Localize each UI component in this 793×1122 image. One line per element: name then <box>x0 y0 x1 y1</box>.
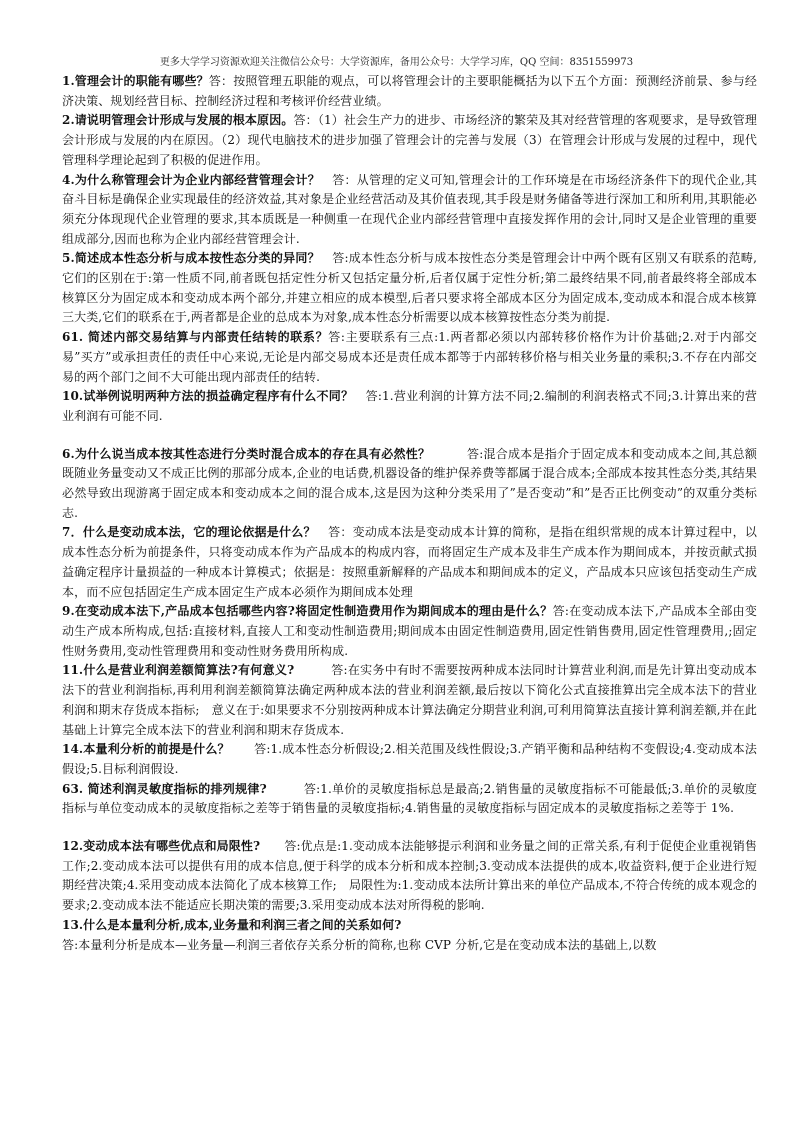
paragraph-gap <box>62 427 757 445</box>
qa-paragraph <box>62 111 757 170</box>
answer-text: 答:1.成本性态分析假设;2.相关范围及线性假设;3.产销平衡和品种结构不变假设;4.变动成本法假设;5.目标利润假设. <box>62 742 757 776</box>
qa-paragraph <box>62 171 757 250</box>
qa-paragraph <box>62 249 757 328</box>
answer-text: 答:混合成本是指介于固定成本和变动成本之间,其总额既随业务量变动又不成正比例的那部分成本,企业的电话费,机器设备的维护保养费等都属于混合成本;全部成本按其性态分类,其结果必然导致出现游离于固定成本和变动成本之间的混合成本,这是因为这种分类采用了”是否变动”和”是否正比例变动”的双重分类标志. <box>62 446 757 520</box>
document-body <box>62 72 757 955</box>
page-header: 更多大学学习资源欢迎关注微信公众号：大学资源库，备用公众号：大学学习库，QQ 空间：8351559973 <box>159 57 634 68</box>
answer-text: 答：从管理的定义可知,管理会计的工作环境是在市场经济条件下的现代企业,其奋斗目标是确保企业实现最佳的经济效益,其对象是企业经营活动及其价值表现,其手段是财务储备等进行深加工和所利用,其职能必须充分体现现代企业管理的要求,其本质既是一种侧重一在现代企业内部经营管理中直接发挥作用的会计,同时又是企业管理的重要组成部分,因而也称为企业内部经营管理会计. <box>62 172 757 246</box>
qa-paragraph <box>62 72 757 111</box>
question-text: 7．什么是变动成本法，它的理论依据是什么？ <box>62 525 316 540</box>
answer-text: 答:优点是:1.变动成本法能够提示利润和业务量之间的正常关系,有利于促使企业重视销售工作;2.变动成本法可以提供有用的成本信息,便于科学的成本分析和成本控制;3.变动成本法提供的成本,收益资料,便于企业进行短期经营决策;4.采用变动成本法简化了成本核算工作; 局限性为:1.变动成本法所计算出来的单位产品成本,不符合传统的成本观念的要求;2.变动成本法不能适应长期决策的需要;3.采用变动成本法对所得税的影响. <box>62 839 757 913</box>
question-text: 2.请说明管理会计形成与发展的根本原因。 <box>62 113 294 128</box>
qa-paragraph <box>62 602 757 661</box>
paragraph-gap <box>62 819 757 837</box>
qa-paragraph <box>62 837 757 916</box>
answer-text: 答:1.单价的灵敏度指标总是最高;2.销售量的灵敏度指标不可能最低;3.单价的灵敏度指标与单位变动成本的灵敏度指标之差等于销售量的灵敏度指标;4.销售量的灵敏度指标与固定成本的灵敏度指标之差等于 1%. <box>62 781 757 816</box>
question-text: 63. 简述利润灵敏度指标的排列规律? <box>62 781 267 796</box>
answer-text: 答:主要联系有三点:1.两者都必须以内部转移价格作为计价基础;2.对于内部交易”买方”或承担责任的责任中心来说,无论是内部交易成本还是责任成本都等于内部转移价格与相关业务量的乘积;3.不存在内部交易的两个部门之间不大可能出现内部责任的结转. <box>62 330 757 384</box>
answer-text: 答：变动成本法是变动成本计算的简称，是指在组织常规的成本计算过程中，以成本性态分析为前提条件，只将变动成本作为产品成本的构成内容，而将固定生产成本及非生产成本作为期间成本，并按贡献式损益确定程序计量损益的一种成本计算模式；依据是：按照重新解释的产品成本和期间成本的定义，产品成本只应该包括变动生产成本，而不应包括固定生产成本固定生产成本必须作为期间成本处理 <box>62 525 758 599</box>
qa-paragraph <box>62 445 757 524</box>
question-text: 11.什么是营业利润差额简算法?有何意义? <box>62 663 295 678</box>
answer-text: 答:本量利分析是成本—业务量—利润三者依存关系分析的简称,也称 CVP 分析,它是在变动成本法的基础上,以数 <box>62 937 657 952</box>
question-text: 10.试举例说明两种方法的损益确定程序有什么不同？ <box>62 389 354 404</box>
answer-text: 答:成本性态分析与成本按性态分类是管理会计中两个既有区别又有联系的范畴,它们的区别在于:第一性质不同,前者既包括定性分析又包括定量分析,后者仅属于定性分析;第二最终结果不同,前者最终将全部成本核算区分为固定成本和变动成本两个部分,并建立相应的成本模型,后者只要求将全部成本区分为固定成本,变动成本和混合成本核算三大类,它们的联系在于,两者都是企业的总成本为对象,成本性态分析需要以成本核算按性态分类为前提. <box>62 251 757 325</box>
question-text: 6.为什么说当成本按其性态进行分类时混合成本的存在具有必然性？ <box>62 446 431 461</box>
qa-paragraph <box>62 387 757 426</box>
qa-paragraph <box>62 523 757 602</box>
answer-text: 答：按照管理五职能的观点，可以将管理会计的主要职能概括为以下五个方面：预测经济前景、参与经济决策、规划经营目标、控制经济过程和考核评价经营业绩。 <box>62 74 757 108</box>
question-text: 9.在变动成本法下,产品成本包括哪些内容?将固定性制造费用作为期间成本的理由是什么？ <box>62 604 553 619</box>
answer-text: 答:在变动成本法下,产品成本全部由变动生产成本所构成,包括:直接材料,直接人工和变动性制造费用;期间成本由固定性制造费用,固定性销售费用,固定性管理费用,;固定性财务费用,变动性管理费用和变动性财务费用所构成. <box>62 604 757 658</box>
question-text: 14.本量利分析的前提是什么？ <box>62 742 230 757</box>
answer-text: 答:在实务中有时不需要按两种成本法同时计算营业利润,而是先计算出变动成本法下的营业利润指标,再利用利润差额简算法确定两种成本法的营业利润差额,最后按以下简化公式直接推算出完全成本法下的营业利润和期末存货成本指标; 意义在于:如果要求不分别按两种成本计算法确定分期营业利润,可利用简算法直接计算利润差额,并在此基础上计算完全成本法下的营业利润和期末存货成本. <box>62 663 757 737</box>
qa-paragraph <box>62 740 757 779</box>
question-text: 13.什么是本量利分析,成本,业务量和利润三者之间的关系如何? <box>62 917 402 932</box>
qa-paragraph <box>62 328 757 387</box>
question-text: 4.为什么称管理会计为企业内部经营管理会计？ <box>62 172 321 187</box>
question-text: 61. 简述内部交易结算与内部责任结转的联系？ <box>62 330 329 345</box>
qa-paragraph <box>62 780 757 819</box>
question-text: 12.变动成本法有哪些优点和局限性? <box>62 839 261 854</box>
question-text: 1.管理会计的职能有哪些？ <box>62 74 209 88</box>
qa-paragraph <box>62 936 757 956</box>
answer-text: 答：（1）社会生产力的进步、市场经济的繁荣及其对经营管理的客观要求，是导致管理会计形成与发展的内在原因。（2）现代电脑技术的进步加强了管理会计的完善与发展（3）在管理会计形成与发展的过程中，现代管理科学理论起到了积极的促进作用。 <box>62 113 758 167</box>
question-text: 5.简述成本性态分析与成本按性态分类的异同？ <box>62 251 320 266</box>
answer-text: 答:1.营业利润的计算方法不同;2.编制的利润表格式不同;3.计算出来的营业利润有可能不同. <box>62 389 757 423</box>
qa-paragraph <box>62 661 757 740</box>
qa-paragraph <box>62 916 757 936</box>
